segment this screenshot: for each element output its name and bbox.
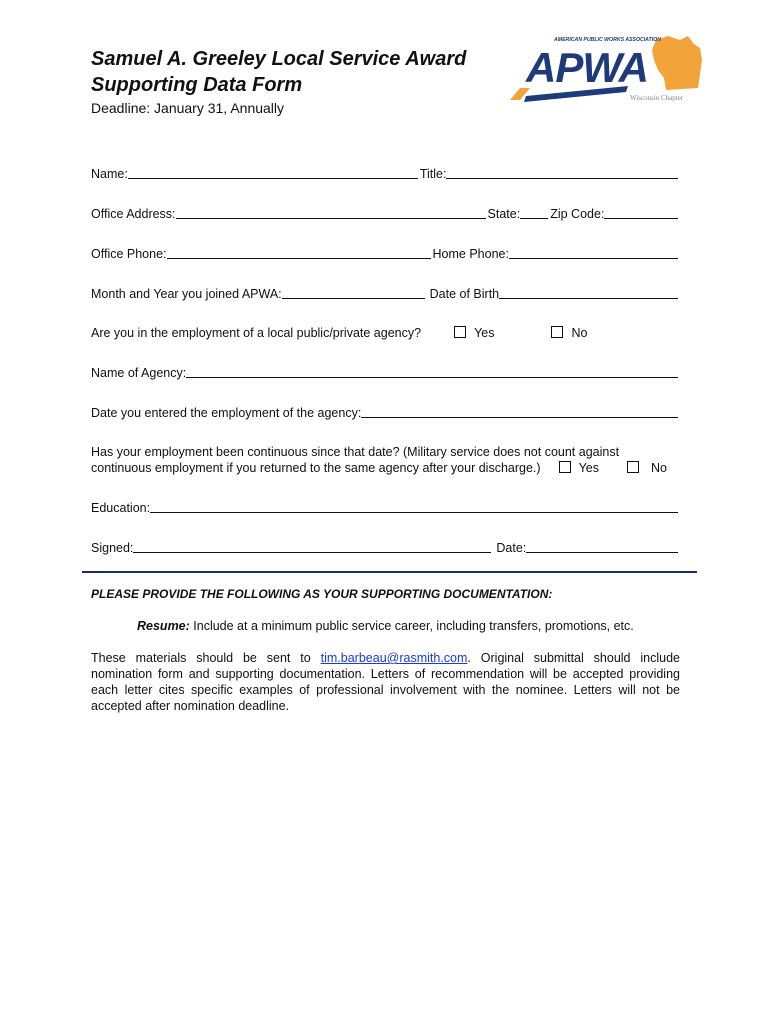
section-divider (82, 571, 697, 573)
resume-label: Resume: (137, 619, 190, 633)
logo-chapter: Wisconsin Chapter (630, 94, 684, 102)
home-phone-label: Home Phone: (432, 247, 509, 261)
employment-no-option[interactable] (551, 326, 587, 340)
agency-label: Name of Agency: (91, 366, 187, 380)
title-field[interactable] (446, 164, 678, 179)
signature-row (91, 537, 680, 555)
entered-date-field[interactable] (361, 403, 678, 418)
zip-label: Zip Code: (550, 207, 605, 221)
page-title (91, 46, 466, 98)
office-phone-label: Office Phone: (91, 247, 167, 261)
employment-yes-option[interactable] (454, 326, 494, 340)
office-phone-field[interactable] (167, 244, 431, 259)
entered-row (91, 402, 680, 420)
continuous-no-option[interactable] (627, 461, 667, 475)
employment-question: Are you in the employment of a local public/private agency? (91, 326, 422, 340)
dob-label: Date of Birth (429, 287, 500, 301)
agency-row (91, 362, 680, 380)
joined-apwa-label: Month and Year you joined APWA: (91, 287, 282, 301)
continuous-yes-option[interactable] (559, 461, 599, 475)
continuous-yes-label: Yes (578, 461, 599, 475)
title-line-1: Samuel A. Greeley Local Service Award (91, 48, 467, 70)
continuous-question-line1: Has your employment been continuous since that date? (Military service does not count against (91, 445, 620, 459)
office-address-field[interactable] (176, 204, 486, 219)
entered-date-label: Date you entered the employment of the agency: (91, 406, 362, 420)
address-row (91, 203, 680, 221)
education-field[interactable] (150, 498, 678, 513)
employment-yes-checkbox[interactable] (454, 326, 466, 338)
name-title-row (91, 163, 680, 181)
phone-row (91, 243, 680, 261)
continuous-no-checkbox[interactable] (627, 461, 639, 473)
employment-no-label: No (571, 326, 588, 340)
employment-row (91, 322, 680, 340)
continuous-yes-checkbox[interactable] (559, 461, 571, 473)
employment-no-checkbox[interactable] (551, 326, 563, 338)
apwa-logo (508, 30, 708, 104)
agency-field[interactable] (186, 363, 678, 378)
resume-line (137, 619, 634, 633)
logo-org-text: AMERICAN PUBLIC WORKS ASSOCIATION (554, 37, 661, 43)
zip-field[interactable] (604, 204, 678, 219)
documentation-heading: PLEASE PROVIDE THE FOLLOWING AS YOUR SUPPORTING DOCUMENTATION: (91, 587, 553, 601)
title-line-2: Supporting Data Form (91, 74, 303, 96)
signature-field[interactable] (133, 538, 491, 553)
office-address-label: Office Address: (91, 207, 176, 221)
education-row (91, 497, 680, 515)
employment-yes-label: Yes (474, 326, 495, 340)
signed-label: Signed: (91, 541, 134, 555)
paragraph-before-email: These materials should be sent to (91, 651, 321, 665)
paragraph-after-email: . Original submittal should include nomination form and supporting documentation. Letters of recommendation will be accepted providing each letter cites specific examples of professional involvement with the nominee. Letters will not be accepted after nomination deadline. (91, 651, 681, 713)
date-field[interactable] (526, 538, 678, 553)
state-label: State: (487, 207, 521, 221)
contact-email-link[interactable]: tim.barbeau@rasmith.com (320, 651, 468, 665)
title-label: Title: (419, 167, 447, 181)
logo-acronym: APWA (526, 44, 648, 91)
name-label: Name: (91, 167, 128, 181)
dob-field[interactable] (499, 284, 678, 299)
date-label: Date: (496, 541, 527, 555)
education-label: Education: (91, 501, 151, 515)
wisconsin-shape (652, 36, 702, 90)
continuous-no-label: No (650, 461, 667, 475)
state-field[interactable] (520, 204, 548, 219)
home-phone-field[interactable] (509, 244, 678, 259)
joined-apwa-field[interactable] (282, 284, 425, 299)
submission-paragraph (91, 650, 680, 714)
apwa-dob-row (91, 283, 680, 301)
name-field[interactable] (128, 164, 418, 179)
continuous-question-line2: continuous employment if you returned to the same agency after your discharge.) (91, 461, 541, 475)
deadline-text: Deadline: January 31, Annually (91, 100, 285, 116)
continuous-row-2 (91, 457, 680, 475)
resume-text: Include at a minimum public service career, including transfers, promotions, etc. (189, 619, 634, 633)
